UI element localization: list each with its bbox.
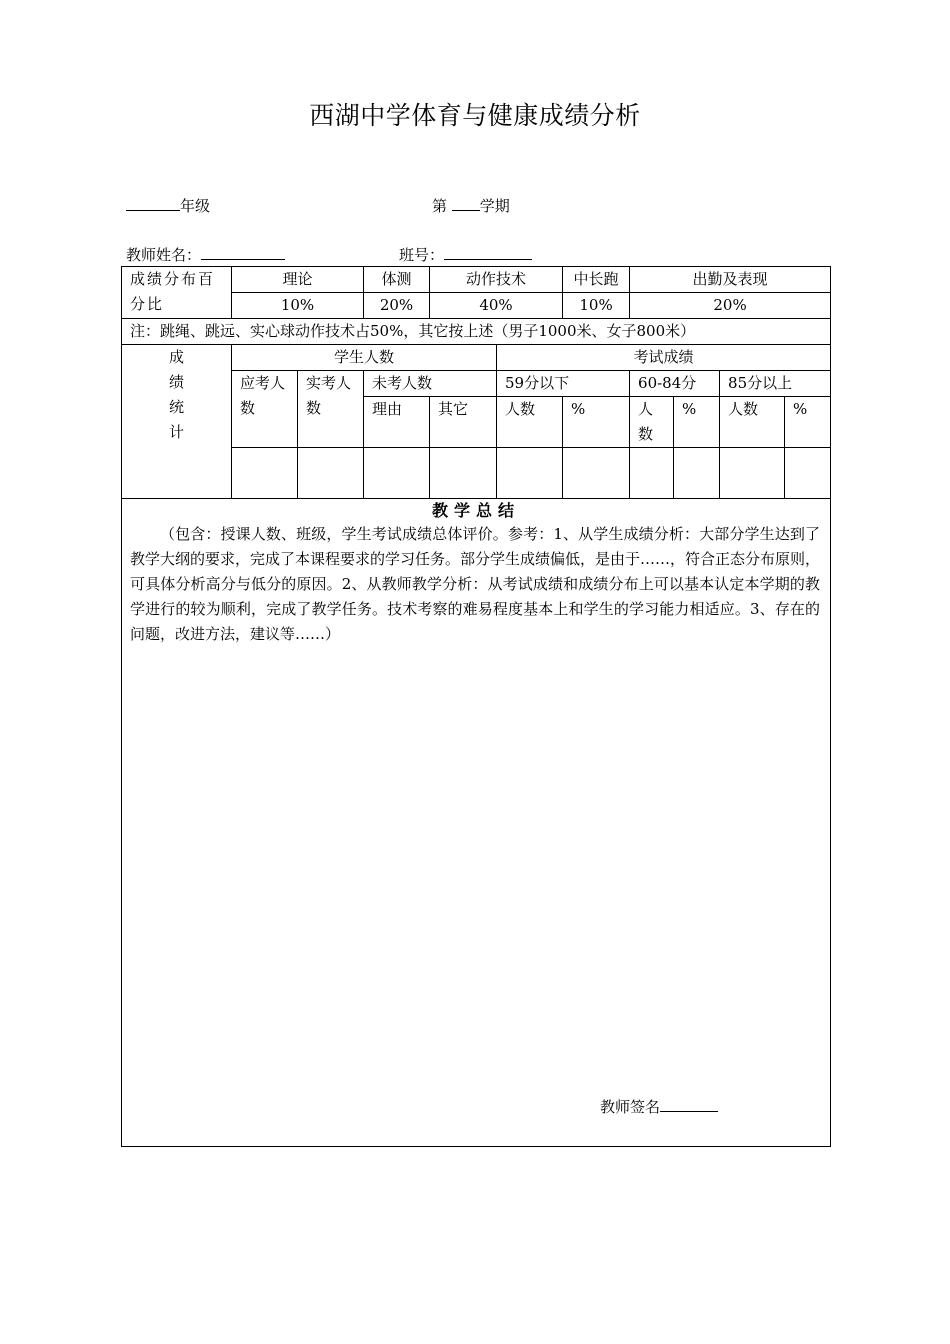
item-theory: 理论 <box>232 267 364 293</box>
above-85-header: 85分以上 <box>720 371 831 397</box>
ratio-name-row <box>122 267 831 293</box>
summary-cell[interactable] <box>122 499 831 1147</box>
absent-other-header: 其它 <box>430 397 497 448</box>
below-59-percent-header: % <box>563 397 630 448</box>
grade-label: 年级 <box>180 197 211 215</box>
actually-took-cell[interactable] <box>298 448 364 499</box>
percent-technique: 40% <box>430 293 563 319</box>
teacher-line <box>126 244 285 265</box>
score-analysis-table <box>121 266 831 1147</box>
signature-label: 教师签名 <box>600 1098 661 1116</box>
summary-text: （包含：授课人数、班级，学生考试成绩总体评价。参考：1、从学生成绩分析：大部分学生达到了教学大纲的要求，完成了本课程要求的学习任务。部分学生成绩偏低，是由于……，符合正态分布原则，可具体分析高分与低分的原因。2、从教师教学分析：从考试成绩和成绩分布上可以基本认定本学期的教学进行的较为顺利，完成了教学任务。技术考察的难易程度基本上和学生的学习能力相适应。3、存在的问题，改进方法，建议等……） <box>130 525 821 643</box>
below-59-percent-cell[interactable] <box>563 448 630 499</box>
grade-blank[interactable] <box>126 196 180 211</box>
students-count-header: 学生人数 <box>232 345 497 371</box>
actually-took-header: 实考人数 <box>298 371 364 448</box>
above-85-percent-header: % <box>785 397 831 448</box>
term-blank[interactable] <box>452 196 480 211</box>
signature-blank[interactable] <box>660 1097 718 1112</box>
term-prefix: 第 <box>432 197 448 215</box>
below-59-count-cell[interactable] <box>497 448 563 499</box>
item-technique: 动作技术 <box>430 267 563 293</box>
note-text: 注：跳绳、跳远、实心球动作技术占50%，其它按上述（男子1000米、女子800米） <box>122 319 831 345</box>
ratio-row-label: 成绩分布百 分比 <box>122 267 232 319</box>
percent-theory: 10% <box>232 293 364 319</box>
above-85-count-cell[interactable] <box>720 448 785 499</box>
term-suffix: 学期 <box>479 197 510 215</box>
below-59-count-header: 人数 <box>497 397 563 448</box>
absent-reason-cell[interactable] <box>364 448 430 499</box>
absent-reason-header: 理由 <box>364 397 430 448</box>
range-60-84-header: 60-84分 <box>630 371 720 397</box>
class-number-blank[interactable] <box>444 245 532 260</box>
class-number-label: 班号： <box>399 246 445 264</box>
below-59-header: 59分以下 <box>497 371 630 397</box>
percent-fitness-test: 20% <box>364 293 430 319</box>
should-take-cell[interactable] <box>232 448 298 499</box>
item-fitness-test: 体测 <box>364 267 430 293</box>
mid-percent-cell[interactable] <box>674 448 720 499</box>
summary-title: 教学总结 <box>432 501 521 520</box>
mid-count-cell[interactable] <box>630 448 674 499</box>
term-line <box>432 195 510 216</box>
above-85-count-header: 人数 <box>720 397 785 448</box>
item-attendance: 出勤及表现 <box>630 267 831 293</box>
should-take-header: 应考人数 <box>232 371 298 448</box>
above-85-percent-cell[interactable] <box>785 448 831 499</box>
percent-attendance: 20% <box>630 293 831 319</box>
stats-row-label: 成 绩 统 计 <box>122 345 232 499</box>
class-line <box>399 244 532 265</box>
mid-percent-header: % <box>674 397 720 448</box>
teacher-name-label: 教师姓名： <box>126 246 202 264</box>
mid-count-header: 人数 <box>630 397 674 448</box>
grade-line <box>126 195 210 216</box>
summary-row <box>122 499 831 1147</box>
teacher-name-blank[interactable] <box>201 245 285 260</box>
note-row <box>122 319 831 345</box>
teacher-signature <box>600 1095 718 1120</box>
page-title: 西湖中学体育与健康成绩分析 <box>309 101 641 130</box>
exam-results-header: 考试成绩 <box>497 345 831 371</box>
absent-other-cell[interactable] <box>430 448 497 499</box>
stats-header-row <box>122 345 831 371</box>
absent-header: 未考人数 <box>364 371 497 397</box>
percent-distance-run: 10% <box>563 293 630 319</box>
item-distance-run: 中长跑 <box>563 267 630 293</box>
